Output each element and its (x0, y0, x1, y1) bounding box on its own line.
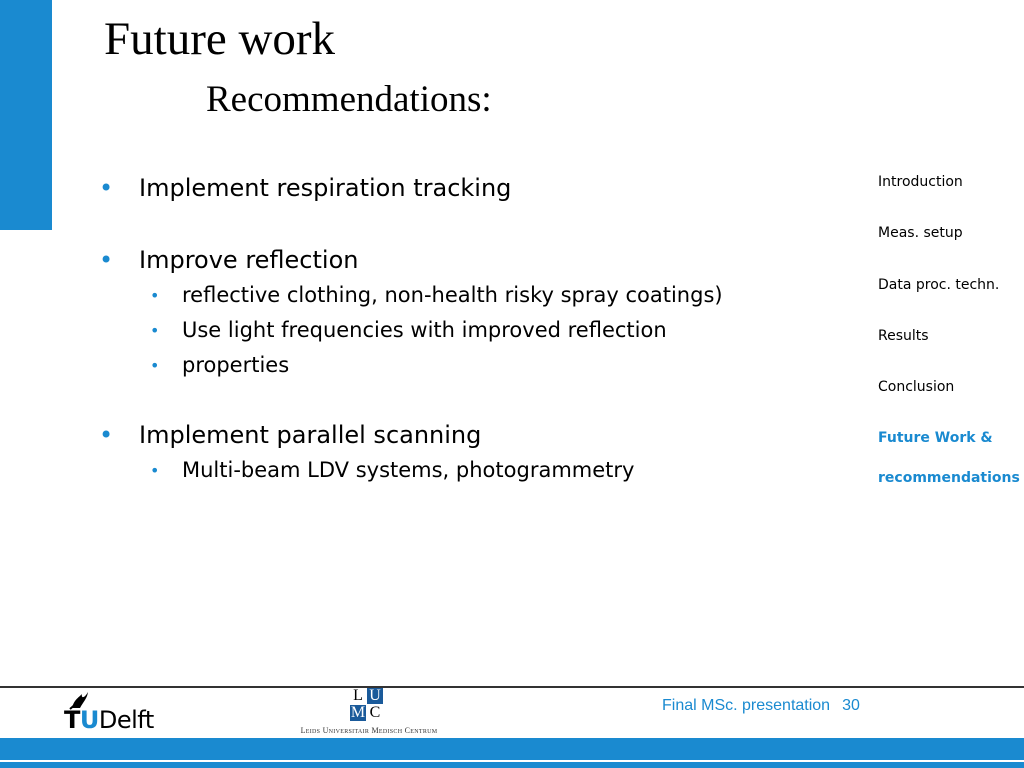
nav-item-conclusion[interactable]: Conclusion (878, 379, 955, 396)
tud-delft: Delft (98, 706, 154, 734)
section-nav (878, 172, 1024, 508)
nav-item-future-work-line1: Future Work & (878, 430, 993, 447)
lumc-letter: C (369, 704, 381, 721)
bullet-list (98, 170, 818, 488)
tu-delft-logo (62, 690, 172, 736)
bullet-item: • Implement respiration tracking (98, 170, 818, 206)
tud-u: U (79, 706, 99, 734)
nav-item-data-proc[interactable]: Data proc. techn. (878, 276, 1000, 293)
sub-bullet-list (98, 453, 818, 488)
lumc-monogram (350, 688, 384, 722)
lumc-caption: Leids Universitair Medisch Centrum (300, 726, 438, 735)
lumc-letter: L (353, 687, 363, 704)
bullet-item: • Implement parallel scanning (98, 417, 818, 453)
sub-bullet-item: • Multi-beam LDV systems, photogrammetry (98, 453, 818, 488)
lumc-logo (284, 688, 454, 740)
bullet-item: • Improve reflection (98, 242, 818, 278)
nav-item-results[interactable]: Results (878, 327, 929, 344)
presentation-label: Final MSc. presentation (662, 697, 831, 714)
nav-item-future-work[interactable] (878, 428, 1024, 508)
tud-t: T (64, 706, 80, 734)
footer-divider (0, 686, 1024, 688)
footer-line (0, 762, 1024, 768)
footer-band (0, 738, 1024, 760)
sub-bullet-item: • reflective clothing, non-health risky spray coatings) (98, 278, 818, 313)
nav-item-introduction[interactable]: Introduction (878, 174, 963, 190)
footer-label (662, 697, 860, 715)
sub-bullet-continuation: • properties (98, 348, 818, 383)
sub-bullet-list (98, 278, 818, 383)
page-number: 30 (842, 697, 860, 714)
sub-bullet-item: • Use light frequencies with improved reflection (98, 313, 818, 348)
lumc-letter: U (367, 688, 383, 704)
slide-subtitle: Recommendations: (206, 79, 492, 120)
slide-title: Future work (104, 13, 336, 65)
lumc-letter: M (350, 704, 366, 721)
nav-item-future-work-line2: recommendations (878, 470, 1020, 487)
accent-bar (0, 0, 52, 230)
nav-item-meas-setup[interactable]: Meas. setup (878, 225, 963, 242)
